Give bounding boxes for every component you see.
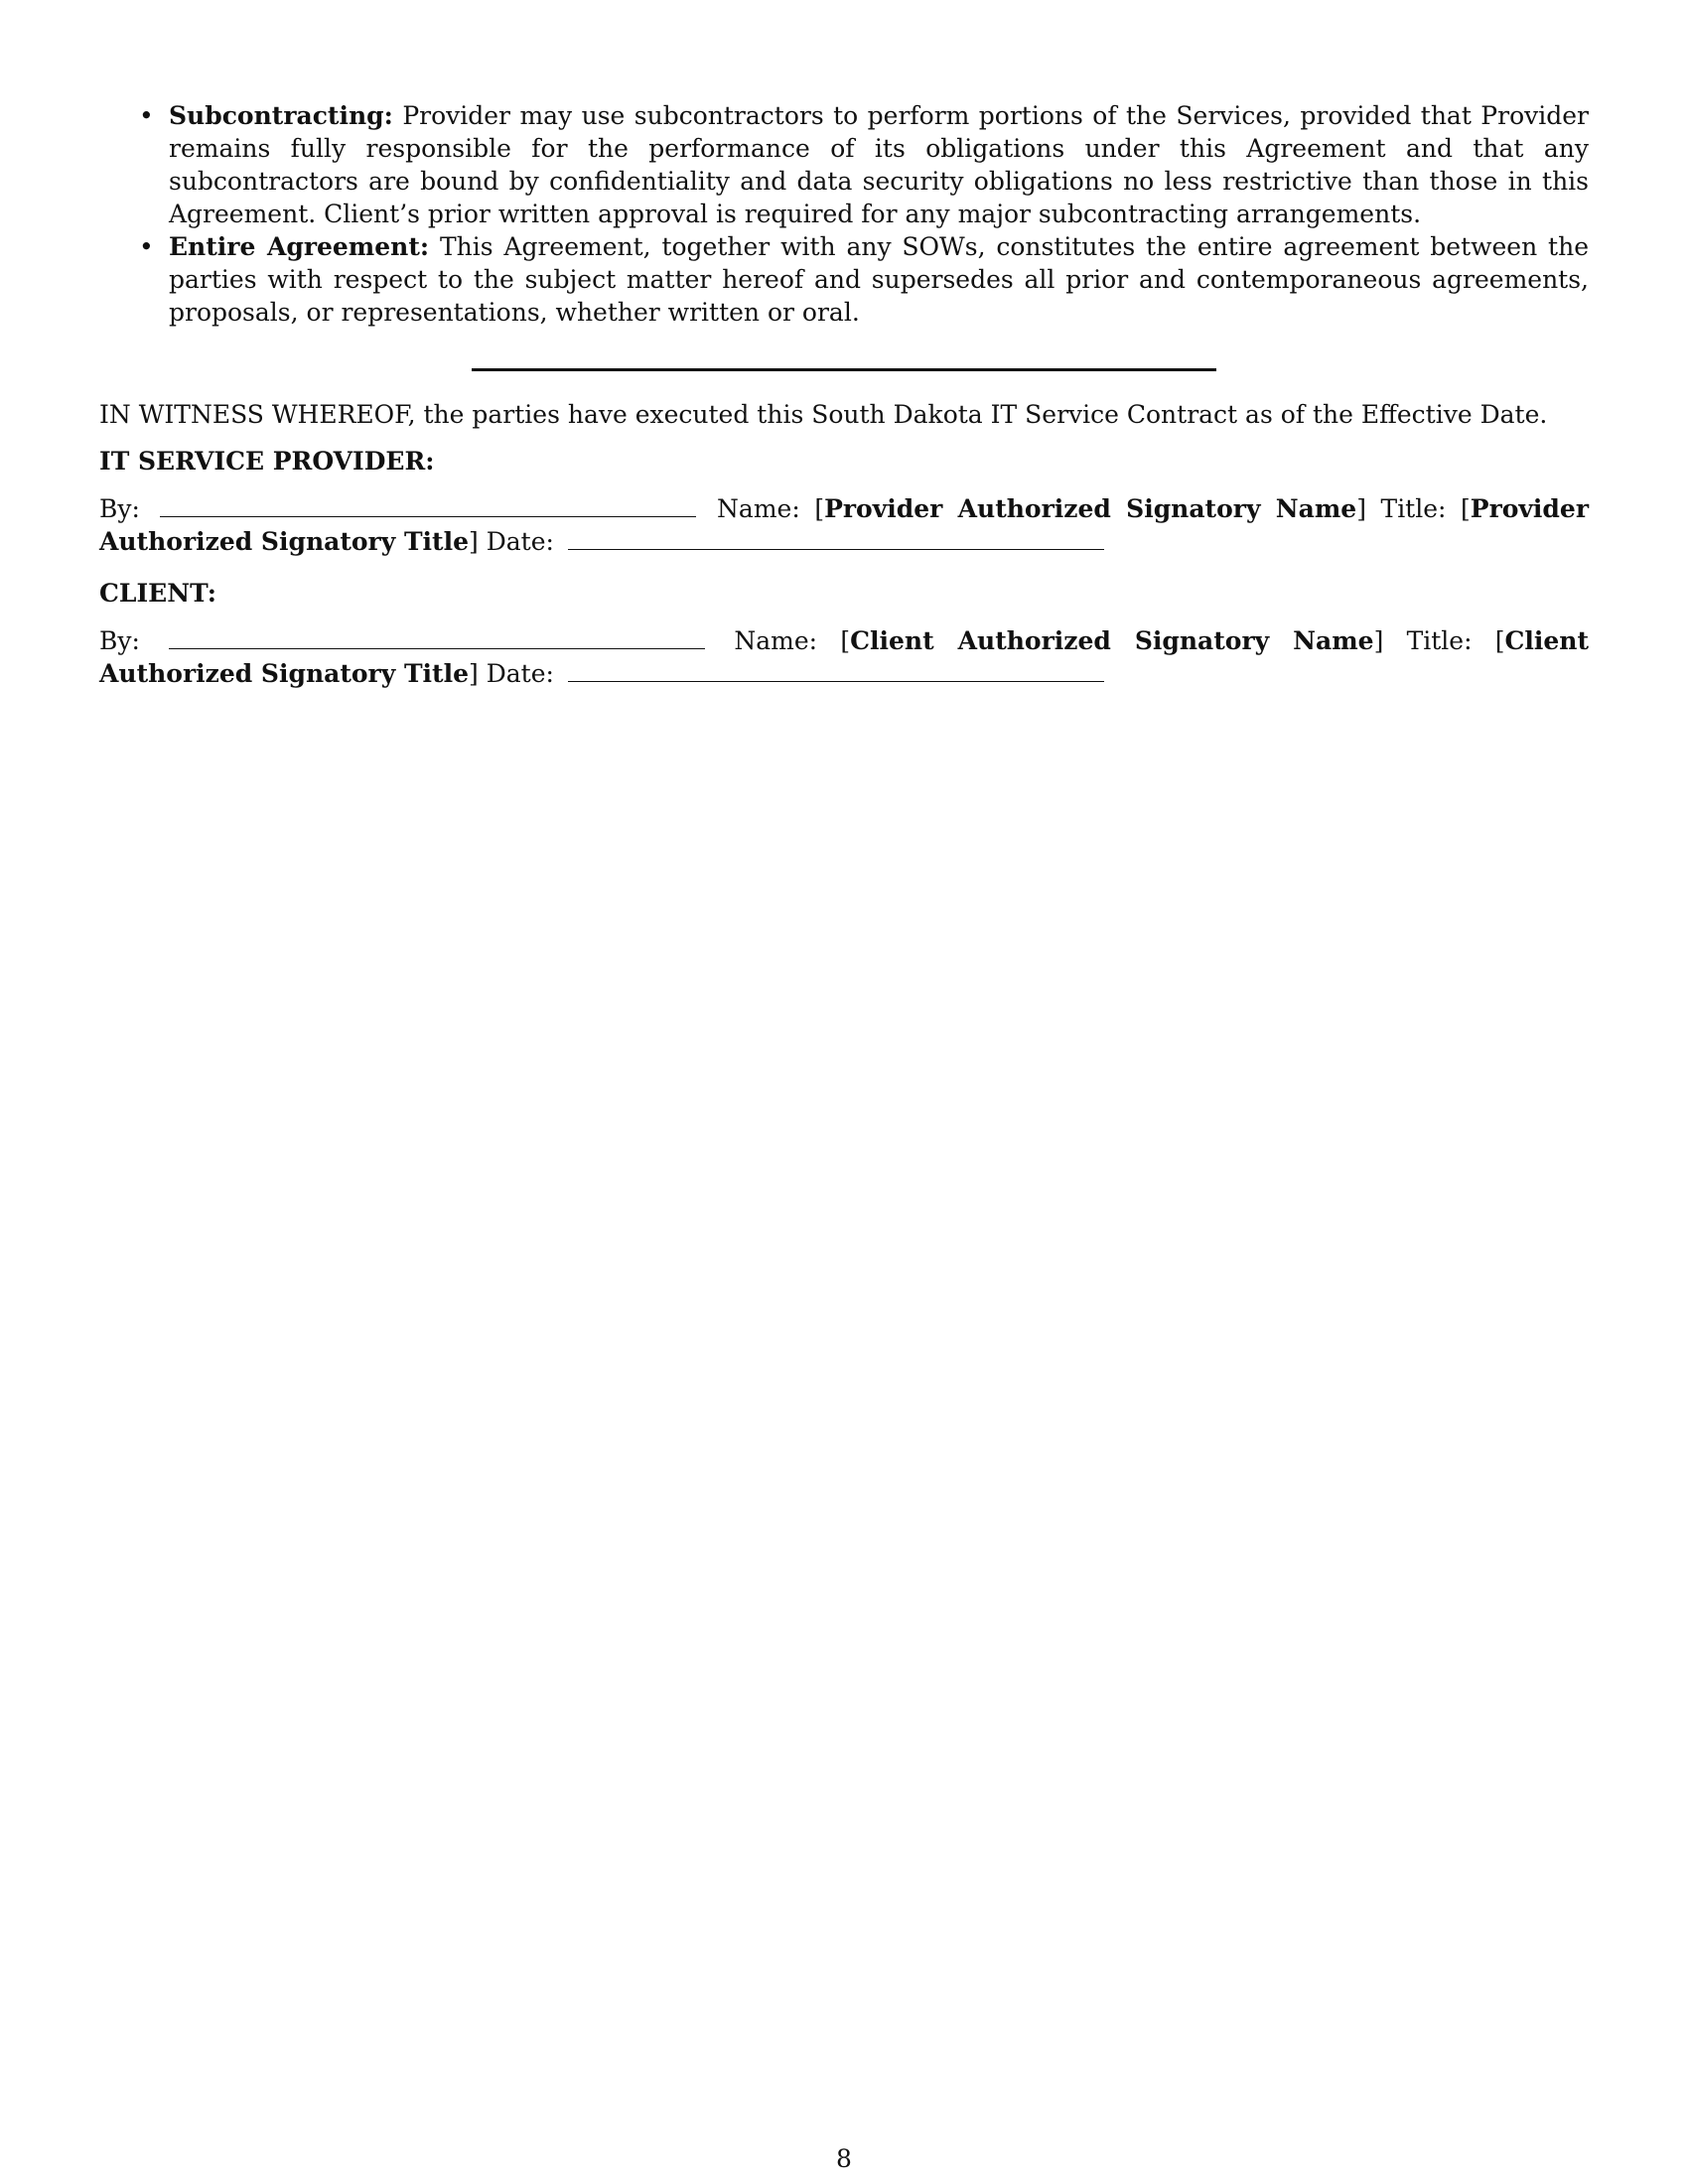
witness-statement: IN WITNESS WHEREOF, the parties have executed this South Dakota IT Service Contract as of the Effective Date. bbox=[99, 400, 1548, 429]
provider-signature-block: By: Name: [Provider Authorized Signatory Name] Title: [Provider Authorized Signatory Title] Date: bbox=[99, 494, 1589, 556]
provider-name-label: Name: bbox=[717, 494, 800, 523]
client-date-label: Date: bbox=[486, 659, 554, 688]
clause-subcontracting bbox=[139, 99, 1590, 230]
bullet-icon: • bbox=[139, 101, 154, 130]
client-title-label: Title: bbox=[1406, 626, 1473, 655]
provider-signature-line[interactable] bbox=[160, 494, 696, 517]
client-signature-line[interactable] bbox=[169, 626, 705, 649]
client-signature-block: By: Name: [Client Authorized Signatory Name] Title: [Client Authorized Signatory Title] Date: bbox=[99, 626, 1590, 688]
client-heading: CLIENT: bbox=[99, 579, 217, 608]
section-divider bbox=[472, 368, 1216, 371]
bullet-icon: • bbox=[139, 232, 154, 261]
provider-heading: IT SERVICE PROVIDER: bbox=[99, 447, 435, 476]
document-page bbox=[99, 99, 1589, 709]
provider-date-label: Date: bbox=[486, 527, 554, 556]
provider-date-line[interactable] bbox=[568, 527, 1104, 550]
provider-name-value: Provider Authorized Signatory Name bbox=[824, 494, 1357, 523]
clause-term: Subcontracting: bbox=[169, 101, 393, 130]
clause-text: This Agreement, together with any SOWs, constitutes the entire agreement between the parties with respect to the subject matter hereof and supersedes all prior and contemporaneous agreements, proposals, or representations, whether written or oral. bbox=[169, 232, 1589, 327]
client-title-value: Client Authorized Signatory Title bbox=[99, 626, 1590, 688]
provider-title-label: Title: bbox=[1380, 494, 1447, 523]
clause-text: Provider may use subcontractors to perform portions of the Services, provided that Provider remains fully responsible for the performance of its obligations under this Agreement and that any subcontractors are bound by confidentiality and data security obligations no less restrictive than those in this Agreement. Client’s prior written approval is required for any major subcontracting arrangements. bbox=[169, 101, 1590, 228]
client-date-line[interactable] bbox=[568, 659, 1104, 682]
provider-by-label: By: bbox=[99, 494, 140, 523]
clause-entire-agreement bbox=[139, 230, 1589, 329]
client-name-label: Name: bbox=[734, 626, 818, 655]
client-by-label: By: bbox=[99, 626, 140, 655]
clause-term: Entire Agreement: bbox=[169, 232, 430, 261]
page-number: 8 bbox=[836, 2144, 852, 2173]
clause-list bbox=[99, 99, 1589, 329]
client-name-value: Client Authorized Signatory Name bbox=[850, 626, 1374, 655]
provider-title-value: Provider Authorized Signatory Title bbox=[99, 494, 1589, 556]
